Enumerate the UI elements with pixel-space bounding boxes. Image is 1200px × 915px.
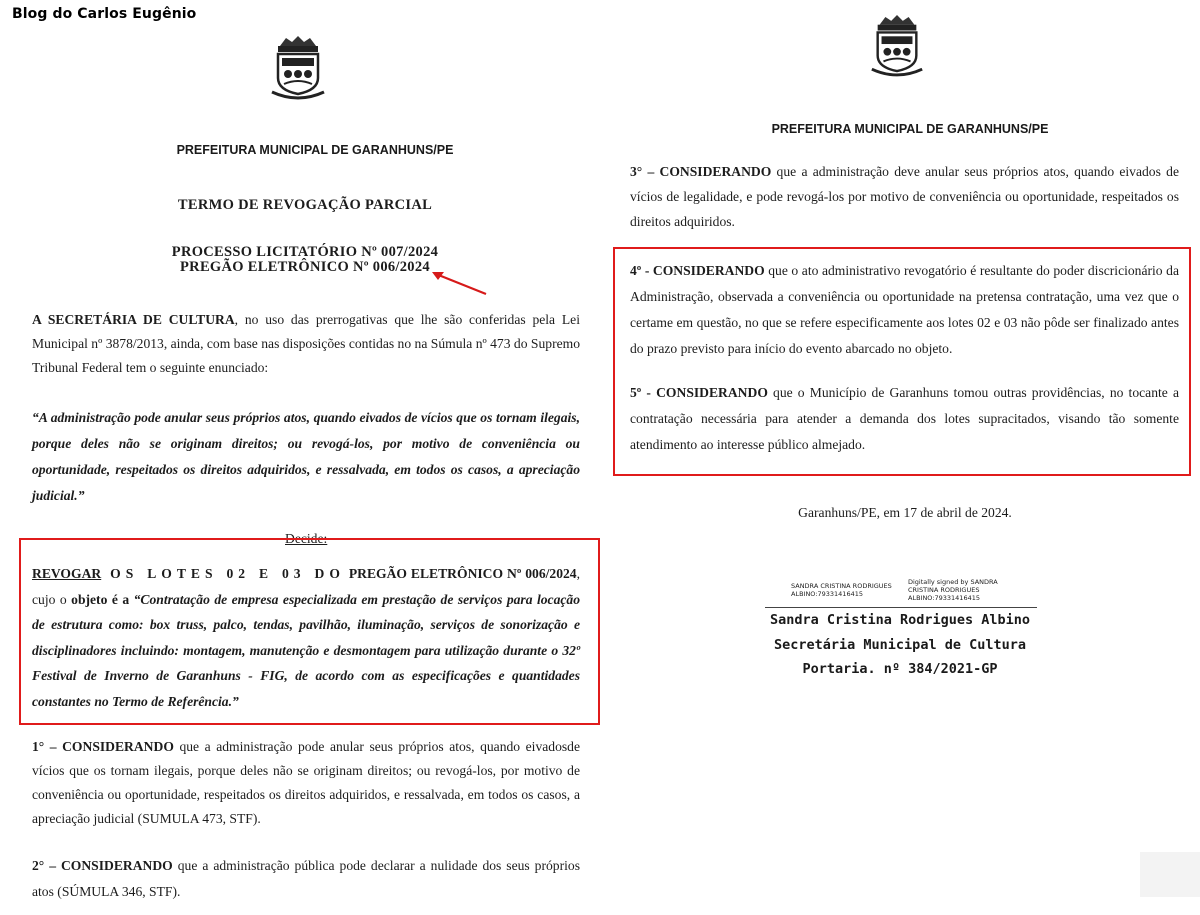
revogar-lotes: OS LOTES 02 E 03 DO bbox=[101, 566, 345, 581]
revogar-connector: , cujo o bbox=[32, 566, 580, 607]
scan-shadow bbox=[1140, 852, 1200, 897]
digital-signature-name: SANDRA CRISTINA RODRIGUES ALBINO:79331416415 bbox=[791, 582, 892, 598]
intro-secretaria: A SECRETÁRIA DE CULTURA bbox=[32, 312, 235, 327]
pregao-number: PREGÃO ELETRÔNICO Nº 006/2024 bbox=[180, 259, 430, 275]
signer-name: Sandra Cristina Rodrigues Albino bbox=[769, 612, 1031, 628]
revogar-objeto: objeto é a bbox=[71, 591, 130, 607]
signer-role: Secretária Municipal de Cultura bbox=[774, 637, 1026, 653]
considerando-4-label: 4º - CONSIDERANDO bbox=[630, 263, 765, 278]
municipality-header: PREFEITURA MUNICIPAL DE GARANHUNS/PE bbox=[176, 143, 454, 157]
digital-signature-note: Digitally signed by SANDRA CRISTINA RODRIGUES ALBINO:79331416415 bbox=[908, 578, 998, 602]
revogar-pregao: PREGÃO ELETRÔNICO Nº 006/2024 bbox=[344, 566, 577, 581]
municipality-header: PREFEITURA MUNICIPAL DE GARANHUNS/PE bbox=[771, 122, 1049, 136]
considerando-3-text: que a administração deve anular seus próprios atos, quando eivados de vícios de legalidade, e pode revogá-los por motivo de conveniência ou oportunidade, respeitados os direitos adquiridos. bbox=[630, 164, 1179, 229]
revogar-object-text: “Contratação de empresa especializada em prestação de serviços para locação de estrutura como: box truss, palco, tendas, pavilhão, iluminação, serviços de sonorização e disciplinadores incluindo: montagem, manutenção e desmontagem para utilização durante o 32º Festival de Inverno de Garanhuns - FIG, de acordo com as especificações e quantidades constantes no Termo de Referência.” bbox=[32, 591, 581, 709]
signature-line bbox=[765, 607, 1037, 608]
decide-heading: Decide: bbox=[285, 531, 328, 546]
considerando-1-label: 1° – CONSIDERANDO bbox=[32, 739, 174, 754]
process-number: PROCESSO LICITATÓRIO Nº 007/2024 bbox=[171, 244, 439, 260]
document-page-right bbox=[605, 0, 1200, 915]
considerando-1-text: que a administração pode anular seus próprios atos, quando eivadosde vícios que os tornam ilegais, porque deles não se originam direitos; ou revogá-los, por motivo de conveniência ou oportunidade, respeitados os direitos adquiridos, e ressalvada, em todos os casos, a apreciação judicial (SUMULA 473, STF). bbox=[32, 739, 580, 826]
blog-watermark: Blog do Carlos Eugênio bbox=[12, 6, 197, 22]
garanhuns-crest-icon bbox=[868, 10, 926, 80]
considerando-2 bbox=[32, 853, 580, 905]
date-line: Garanhuns/PE, em 17 de abril de 2024. bbox=[798, 505, 1012, 520]
revogar-paragraph bbox=[32, 561, 580, 714]
revogar-word: REVOGAR bbox=[32, 566, 102, 581]
signer-portaria: Portaria. nº 384/2021-GP bbox=[802, 661, 998, 677]
considerando-3-label: 3° – CONSIDERANDO bbox=[630, 164, 772, 179]
considerando-5 bbox=[630, 380, 1179, 458]
considerando-1 bbox=[32, 735, 580, 831]
considerando-4 bbox=[630, 258, 1179, 362]
intro-paragraph bbox=[32, 308, 580, 380]
document-title: TERMO DE REVOGAÇÃO PARCIAL bbox=[177, 197, 433, 213]
considerando-5-label: 5º - CONSIDERANDO bbox=[630, 385, 768, 400]
considerando-2-label: 2° – CONSIDERANDO bbox=[32, 858, 173, 873]
garanhuns-crest-icon bbox=[268, 32, 328, 102]
considerando-4-text: que o ato administrativo revogatório é resultante do poder discricionário da Administração, observada a conveniência ou oportunidade na pretensa contratação, uma vez que o certame em questão, no que se refere especificamente aos lotes 02 e 03 não pôde ser finalizado antes do prazo previsto para início do evento abarcado no objeto. bbox=[630, 263, 1179, 356]
considerando-3 bbox=[630, 159, 1179, 234]
intro-text: , no uso das prerrogativas que lhe são conferidas pela Lei Municipal nº 3878/2013, ainda, com base nas disposições contidas no na Súmula nº 473 do Supremo Tribunal Federal tem o seguinte enunciado: bbox=[32, 312, 580, 375]
sumula-quote: “A administração pode anular seus próprios atos, quando eivados de vícios que os tornam ilegais, porque deles não se originam direitos; ou revogá-los, por motivo de conveniência ou oportunidade, respeitados os direitos adquiridos, e ressalvada, em todos os casos, a apreciação judicial.” bbox=[32, 410, 580, 503]
red-arrow-icon bbox=[428, 268, 490, 298]
considerando-2-text: que a administração pública pode declarar a nulidade dos seus próprios atos (SÚMULA 346, STF). bbox=[32, 858, 580, 899]
considerando-5-text: que o Município de Garanhuns tomou outras providências, no tocante a contratação necessária para atender a demanda dos lotes supracitados, visando tão somente atendimento ao interesse público almejado. bbox=[630, 385, 1179, 452]
